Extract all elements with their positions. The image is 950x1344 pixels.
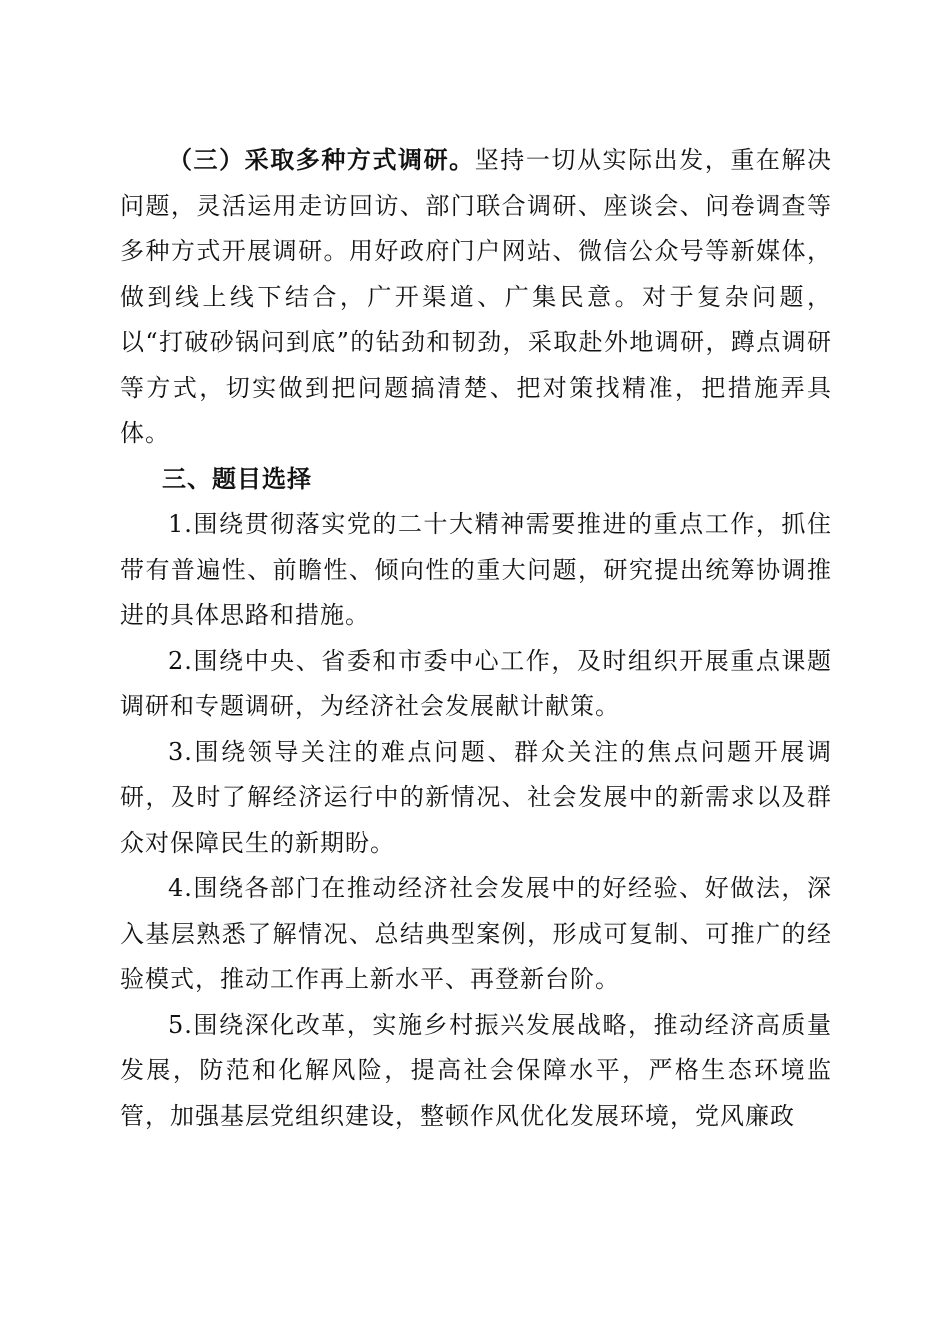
paragraph-body-text: 坚持一切从实际出发，重在解决问题，灵活运用走访回访、部门联合调研、座谈会、问卷调查等多种方式开展调研。用好政府门户网站、微信公众号等新媒体，做到线上线下结合，广开渠道、广集民意。对于复杂问题，以“打破砂锅问到底”的钻劲和韧劲，采取赴外地调研，蹲点调研等方式，切实做到把问题搞清楚、把对策找精准，把措施弄具体。 xyxy=(120,146,833,447)
document-body xyxy=(120,138,832,1139)
section-heading-topic-selection: 三、题目选择 xyxy=(162,464,312,493)
list-item-4: 4.围绕各部门在推动经济社会发展中的好经验、好做法，深入基层熟悉了解情况、总结典型案例，形成可复制、可推广的经验模式，推动工作再上新水平、再登新台阶。 xyxy=(120,874,832,993)
list-item-5: 5.围绕深化改革，实施乡村振兴发展战略，推动经济高质量发展，防范和化解风险，提高社会保障水平，严格生态环境监管，加强基层党组织建设，整顿作风优化发展环境，党风廉政 xyxy=(120,1010,832,1130)
list-item-3: 3.围绕领导关注的难点问题、群众关注的焦点问题开展调研，及时了解经济运行中的新情况、社会发展中的新需求以及群众对保障民生的新期盼。 xyxy=(120,737,832,857)
list-item-2: 2.围绕中央、省委和市委中心工作，及时组织开展重点课题调研和专题调研，为经济社会发展献计献策。 xyxy=(120,646,832,720)
paragraph-research-methods xyxy=(120,138,832,457)
paragraph-lead-heading: （三）采取多种方式调研。 xyxy=(168,146,475,174)
list-item-1: 1.围绕贯彻落实党的二十大精神需要推进的重点工作，抓住带有普遍性、前瞻性、倾向性的重大问题，研究提出统筹协调推进的具体思路和措施。 xyxy=(120,510,832,629)
